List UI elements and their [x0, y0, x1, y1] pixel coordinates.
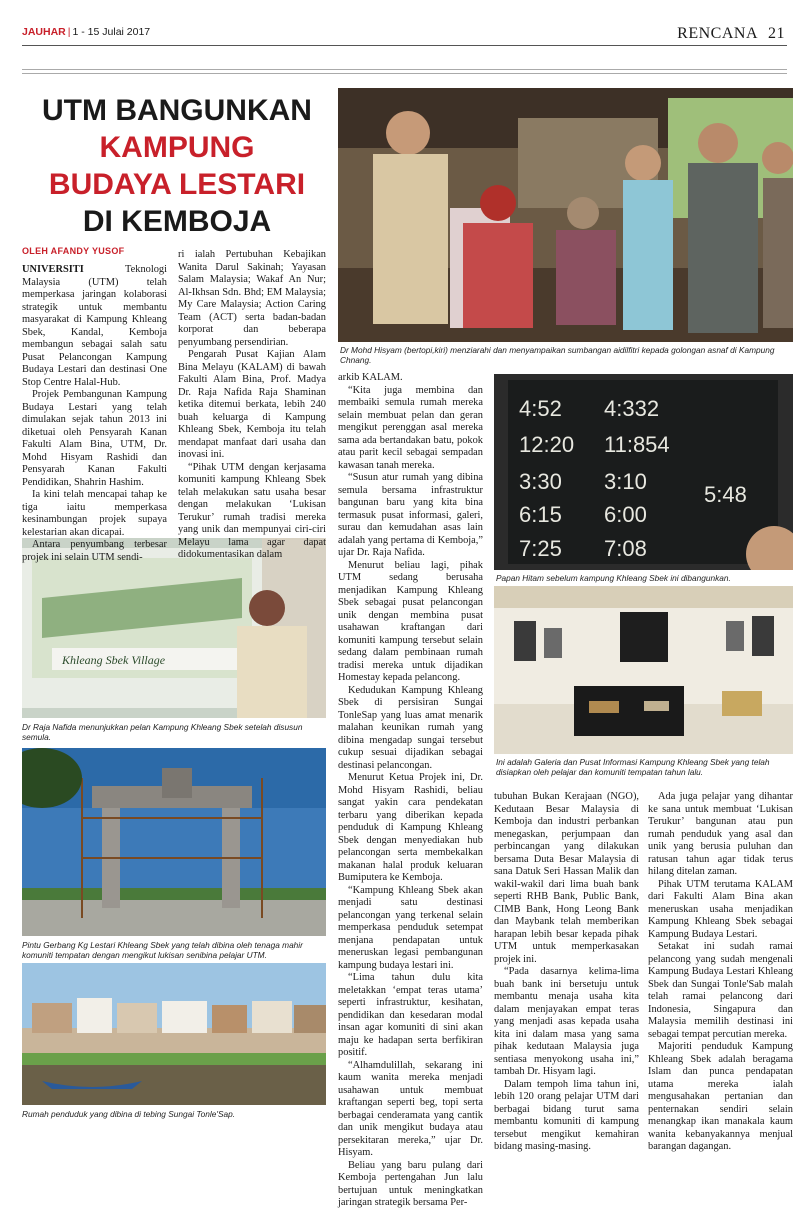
- caption-group-visit: Dr Mohd Hisyam (bertopi,kiri) menziarahi dan menyampaikan sumbangan aidilfitri kepada golongan asnaf di Kampung Chnang.: [340, 345, 775, 365]
- publication-name: JAUHAR: [22, 26, 66, 38]
- section-name: RENCANA: [677, 25, 758, 42]
- plan-board-title: Khleang Sbek Village: [62, 653, 166, 667]
- paragraph: Kedudukan Kampung Khleang Sbek di persisiran Sungai TonleSap yang luas amat menarik malahan keunikan rumah yang dibina mengadap sungai tersebut cukup sesuai dijadikan sebagai destinasi pelancongan.: [338, 684, 483, 771]
- paragraph: Ada juga pelajar yang dihantar ke sana untuk membuat ‘Lukisan Terukur’ bangunan atau pun rumah penduduk yang asal dan unik yang berusia puluhan dan ratusan tahun agar tidak terus hilang ditelan zaman.: [648, 791, 793, 877]
- photo-houses: [22, 963, 326, 1105]
- board-number: 11:854: [604, 432, 670, 457]
- section-header: [677, 25, 785, 43]
- board-number: 4:332: [604, 396, 660, 421]
- photo-group-visit: [338, 88, 793, 342]
- caption-houses: Rumah penduduk yang dibina di tebing Sungai Tonle'Sap.: [22, 1109, 236, 1119]
- paragraph: ri ialah Pertubuhan Kebajikan Wanita Darul Sakinah; Yayasan Salam Malaysia; Wakaf An Nur; Al-Ikhsan Sdn. Bhd; EM Malaysia; My Care Malaysia; Action Caring Team (ACT) serta badan-badan korporat dan beberapa penyumbang persendirian.: [178, 249, 326, 348]
- paragraph: Majoriti penduduk Kampung Khleang Sbek adalah beragama Islam dan punca pendapatan utama mereka ialah mengusahakan pertanian dan penternakan sendiri selain menangkap ikan manakala kaum wanita kebanyakannya menjual barangan dagangan.: [648, 1041, 793, 1152]
- board-number: 6:15: [519, 502, 562, 527]
- caption-plan: Dr Raja Nafida menunjukkan pelan Kampung Khleang Sbek setelah disusun semula.: [22, 722, 303, 742]
- board-number: 3:10: [604, 469, 647, 494]
- issue-date: 1 - 15 Julai 2017: [72, 26, 151, 38]
- paragraph: Menurut Ketua Projek ini, Dr. Mohd Hisyam Rashidi, beliau sangat yakin cara pendekatan terbaru yang diberikan kepada penduduk di Kampung Khleang Sbek dengan menyediakan hub pelancongan serta membekalkan makanan halal produk keluaran Bumiputera ke Kemboja.: [338, 772, 483, 883]
- paragraph: “Pihak UTM dengan kerjasama komuniti kampung Khleang Sbek telah melakukan satu usaha besar dengan melakukan ‘Lukisan Terukur’ rumah tradisi mereka yang unik dan mempunyai ciri-ciri Melayu lama agar dapat didokumentasikan dalam: [178, 461, 326, 560]
- article-column-4: [494, 791, 639, 1154]
- header-rule-tertiary: [22, 73, 787, 74]
- paragraph: arkib KALAM.: [338, 372, 403, 383]
- header-separator: |: [67, 26, 71, 38]
- paragraph: “Pada dasarnya kelima-lima buah bank ini bersetuju untuk membantu menaja usaha kita dalam menjayakan empat teras yang menjadi asas kepada usaha kita ini dalam masa yang sama pihak kedutaan Malaysia juga sentiasa menyokong usaha ini,” tambah Dr. Hisyam lagi.: [494, 966, 639, 1077]
- board-number: 7:25: [519, 536, 562, 561]
- page-number: 21: [768, 25, 785, 42]
- header-rule-secondary: [22, 69, 787, 70]
- board-number: 12:20: [519, 432, 575, 457]
- paragraph: Ia kini telah mencapai tahap ke tiga iaitu memperkasa kesinambungan projek supaya kelestarian akan dicapai.: [22, 489, 167, 538]
- photo-gallery: [494, 586, 793, 754]
- paragraph: Beliau yang baru pulang dari Kemboja pertengahan Jun lalu bertujuan untuk meningkatkan jaringan strategik bersama Per-: [338, 1159, 483, 1208]
- header-rule: [22, 45, 787, 46]
- paragraph: “Susun atur rumah yang dibina semula bersama infrastruktur bangunan baru yang kita bina termasuk pusat informasi, galeri, surau dan kemudahan asas lain adalah yang pertama di Kemboja,” ujar Dr. Raja Nafida.: [338, 472, 483, 558]
- paragraph: Dalam tempoh lima tahun ini, lebih 120 orang pelajar UTM dari berbagai bidang turut sama membantu komuniti di kampung tersebut mengikut kemahiran bidang masing-masing.: [494, 1078, 639, 1152]
- paragraph: “Lima tahun dulu kita meletakkan ‘empat teras utama’ seperti infrastruktur, kesihatan, pendidikan dan kesedaran modal insan agar komuniti di sini akan maju ke hadapan serta berfikiran positif.: [338, 972, 483, 1058]
- article-column-3: [338, 372, 483, 1210]
- headline-line-4: DI KEMBOJA: [82, 205, 272, 238]
- paragraph: Antara penyumbang terbesar projek ini selain UTM sendi-: [22, 539, 167, 563]
- paragraph: Setakat ini sudah ramai pelancong yang sudah mengenali Kampung Budaya Lestari Khleang Sbek dan Sungai Tonle'Sab malah telah ramai pelancong dari Indonesia, Singapura dan Malaysia memilih destinasi ini sebagai tempat percutian mereka.: [648, 941, 793, 1040]
- board-number: 3:30: [519, 469, 562, 494]
- article-column-5: [648, 791, 793, 1154]
- headline-line-1: UTM BANGUNKAN: [42, 94, 312, 127]
- photo-blackboard: [494, 374, 793, 570]
- paragraph: “Kita juga membina dan membaiki semula rumah mereka selain membuat pelan dan geran mengikut perenggan asal mereka sama ada bertandakan batu, pokok atau parit kecil sebagai sempadan kawasan tanah mereka.: [338, 384, 483, 471]
- paragraph: Menurut beliau lagi, pihak UTM sedang berusaha menjadikan Kampung Khleang Sbek sebagai pusat pelancongan unik dengan membina pusat usahawan kraftangan dari komuniti kampung tersebut selain sedang dalam pembinaan rumah tradisi mereka untuk dijadikan Homestay kepada pelancong.: [338, 559, 483, 683]
- article-column-1: [22, 264, 167, 564]
- headline-line-3: BUDAYA LESTARI: [48, 168, 306, 201]
- paragraph: Pengarah Pusat Kajian Alam Bina Melayu (KALAM) di bawah Fakulti Alam Bina, Prof. Madya Dr. Raja Nafida Raja Shaminan ketika ditemui berkata, lebih 240 buah keluarga di Kampung Khleang Sbek, Kemboja itu telah mendapat manfaat dari usaha dan inovasi ini.: [178, 349, 326, 460]
- photo-gate: [22, 748, 326, 936]
- paragraph: tubuhan Bukan Kerajaan (NGO), Kedutaan Besar Malaysia di Kemboja dan industri perbankan menegaskan, perjumpaan dan perbincangan yang dilakukan bersama Duta Besar Malaysia di sana Datuk Seri Hassan Malik dan wakil-wakil dari lima buah bank seperti RHB Bank, Public Bank, CIMB Bank, Hong Leong Bank dan Maybank telah memberikan harapan lebih besar kepada pihak UTM untuk memperkasakan projek ini.: [494, 791, 639, 965]
- photo-plan: [22, 538, 326, 718]
- paragraph: “Kampung Khleang Sbek akan menjadi satu destinasi pelancongan yang terkenal selain memperkasa penduduk setempat menjana pendapatan untuk meneruskan legasi pembangunan kampung budaya lestari ini.: [338, 884, 483, 971]
- board-number: 7:08: [604, 536, 647, 561]
- caption-blackboard: Papan Hitam sebelum kampung Khleang Sbek ini dibangunkan.: [496, 573, 731, 583]
- board-number: 4:52: [519, 396, 562, 421]
- paragraph: “Alhamdulillah, sekarang ini kaum wanita mereka menjadi usahawan untuk membuat kraftangan seperti beg, topi serta berbagai cenderamata yang cantik dan unik mengikut budaya atau persekitaran mereka,” ujar Dr. Hisyam.: [338, 1059, 483, 1158]
- headline-line-2: KAMPUNG: [99, 131, 255, 164]
- article-column-2: [178, 249, 326, 562]
- byline: OLEH AFANDY YUSOF: [22, 246, 125, 256]
- caption-gate: Pintu Gerbang Kg Lestari Khleang Sbek yang telah dibina oleh tenaga mahir komuniti tempatan dengan mengikut lukisan senibina pelajar UTM.: [22, 940, 303, 960]
- board-number: 6:00: [604, 502, 647, 527]
- caption-gallery: Ini adalah Galeria dan Pusat Informasi Kampung Khleang Sbek yang telah disiapkan oleh pelajar dan komuniti tempatan tahun lalu.: [496, 757, 770, 777]
- paragraph: Projek Pembangunan Kampung Budaya Lestari yang telah dimulakan sejak tahun 2013 ini diketuai oleh Pensyarah Kanan Fakulti Alam Bina, UTM, Dr. Mohd Hisyam Rashidi dan Pensyarah Kanan Fakulti Pendidikan, Shahrin Hashim.: [22, 389, 167, 488]
- board-number: 5:48: [704, 482, 747, 507]
- paragraph: Pihak UTM terutama KALAM dari Fakulti Alam Bina akan meneruskan usaha menjadikan Kampung Khleang Sbek sebagai Kampung Budaya Lestari.: [648, 878, 793, 940]
- paragraph-text: Teknologi Malaysia (UTM) telah memperkasa jaringan kolaborasi strategik untuk membantu masyarakat di Kampung Khleang Sbek, Kandal, Kemboja membangun sebagai salah satu Pusat Pelancongan Kampung Budaya Lestari dan destinasi One Stop Centre Halal-Hub.: [22, 264, 167, 388]
- paragraph: [22, 264, 167, 389]
- lead-word: UNIVERSITI: [22, 264, 84, 275]
- headline: [22, 92, 332, 240]
- issue-info: [22, 26, 150, 38]
